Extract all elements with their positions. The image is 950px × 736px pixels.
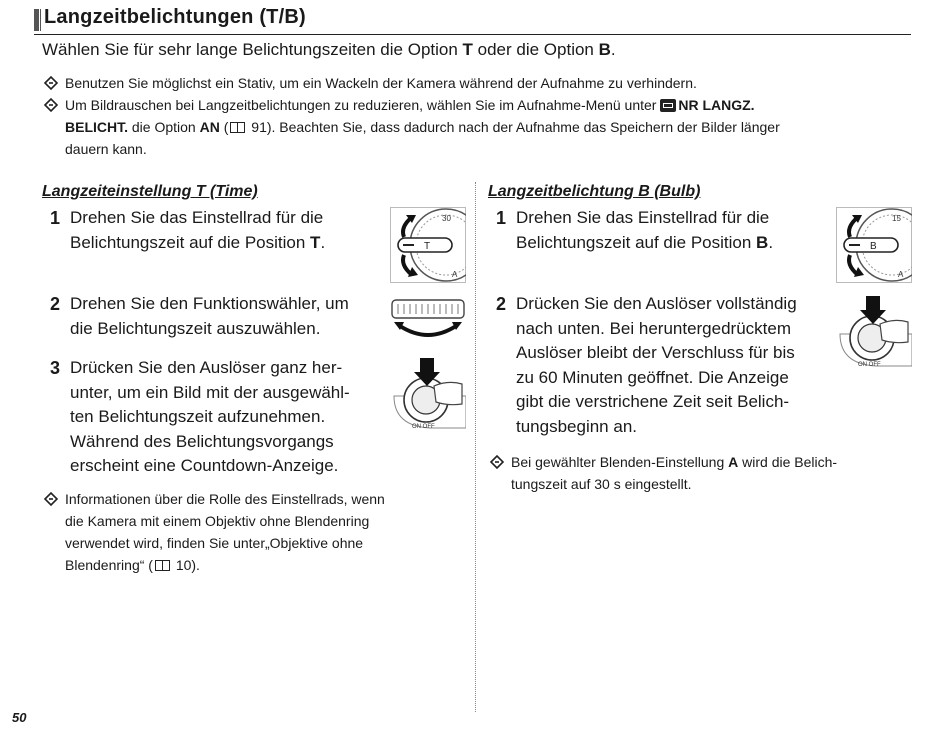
column-divider bbox=[475, 182, 476, 712]
section-title-time: Langzeiteinstellung T (Time) bbox=[42, 183, 258, 200]
svg-text:ON OFF: ON OFF bbox=[412, 424, 435, 430]
step-number: 2 bbox=[50, 294, 61, 314]
svg-text:ON OFF: ON OFF bbox=[858, 362, 881, 368]
svg-text:15: 15 bbox=[892, 214, 901, 223]
step-number: 1 bbox=[496, 208, 507, 228]
page-ref-icon bbox=[230, 122, 245, 133]
title-marker bbox=[34, 9, 39, 31]
shutter-dial-b-illustration bbox=[836, 207, 912, 283]
svg-text:A: A bbox=[452, 270, 458, 279]
shutter-button-illustration-bulb bbox=[836, 294, 912, 370]
svg-text:30: 30 bbox=[442, 214, 451, 223]
page-ref-icon bbox=[155, 560, 170, 571]
note-bullet-icon bbox=[43, 98, 59, 112]
left-step-2: 2 Drehen Sie den Funktionswähler, um die Belichtungszeit auszuwählen. bbox=[50, 294, 349, 338]
note-bullet-icon bbox=[489, 455, 505, 469]
command-dial-illustration bbox=[390, 296, 466, 340]
note-bullet-icon bbox=[43, 76, 59, 90]
page-number: 50 bbox=[12, 710, 27, 725]
shooting-menu-icon bbox=[660, 99, 676, 112]
svg-text:A: A bbox=[898, 270, 904, 279]
right-note-aperture: Bei gewählter Blenden-Einstellung A wird die Belich- tungszeit auf 30 s eingestellt. bbox=[511, 451, 911, 495]
left-step-1: 1 Drehen Sie das Einstellrad für die Belichtungszeit auf die Position T. bbox=[50, 208, 326, 252]
right-step-1: 1 Drehen Sie das Einstellrad für die Belichtungszeit auf die Position B. bbox=[496, 208, 774, 252]
step-number: 3 bbox=[50, 358, 61, 378]
title-marker-line bbox=[40, 9, 41, 31]
section-title-bulb: Langzeitbelichtung B (Bulb) bbox=[488, 183, 701, 200]
note-tripod: Benutzen Sie möglichst ein Stativ, um ein Wackeln der Kamera während der Aufnahme zu verhindern. bbox=[65, 72, 905, 94]
shutter-dial-t-illustration bbox=[390, 207, 466, 283]
note-noise-reduction: Um Bildrauschen bei Langzeitbelichtungen zu reduzieren, wählen Sie im Aufnahme-Menü unter NR LANGZ. BELICHT. die Option AN ( 91). Beachten Sie, dass dadurch nach der Aufnahme das Speichern der Bilder länger dauern kann. bbox=[65, 94, 905, 160]
left-note-lens: Informationen über die Rolle des Einstellrads, wenn die Kamera mit einem Objektiv ohne Blendenring verwendet wird, finden Sie unter„Objektive ohne Blendenring“ ( 10). bbox=[65, 488, 455, 576]
shutter-button-illustration bbox=[390, 356, 466, 432]
right-step-2: 2 Drücken Sie den Auslöser vollständig nach unten. Bei heruntergedrücktem Auslöser bleibt der Verschluss für bis zu 60 Minuten geöffnet. Die Anzeige gibt die verstrichene Zeit seit Belich- tungsbeginn an. bbox=[496, 294, 797, 436]
page-title: Langzeitbelichtungen (T/B) bbox=[44, 6, 306, 28]
step-number: 1 bbox=[50, 208, 61, 228]
step-number: 2 bbox=[496, 294, 507, 314]
left-step-3: 3 Drücken Sie den Auslöser ganz her- unter, um ein Bild mit der ausgewähl- ten Belichtungszeit aufzunehmen. Während des Belichtungsvorgangs erscheint eine Countdown-Anzeige. bbox=[50, 358, 350, 475]
intro-text: Wählen Sie für sehr lange Belichtungszeiten die Option T oder die Option B. bbox=[42, 40, 616, 59]
svg-text:B: B bbox=[870, 241, 877, 252]
note-bullet-icon bbox=[43, 492, 59, 506]
svg-text:T: T bbox=[424, 241, 431, 252]
